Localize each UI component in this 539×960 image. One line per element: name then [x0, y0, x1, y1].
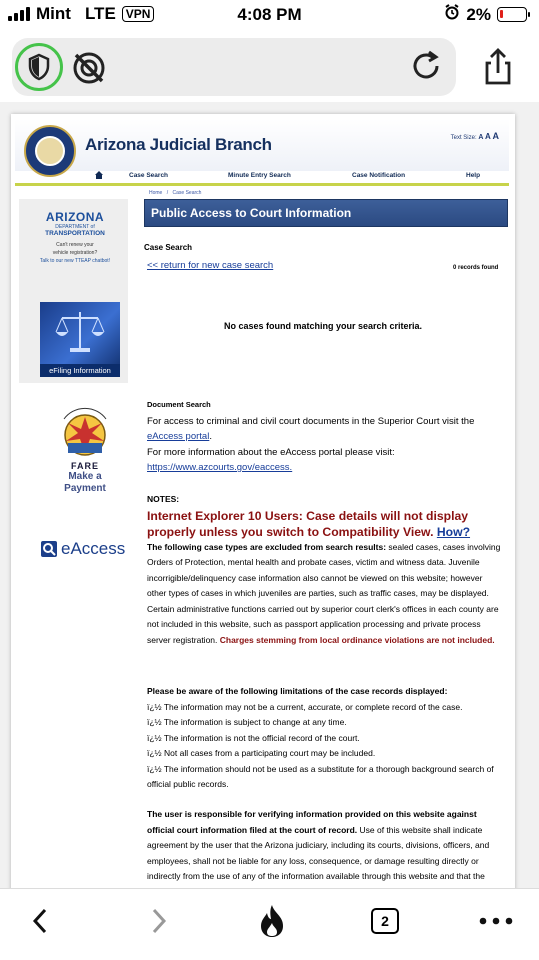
breadcrumb-case-search[interactable]: Case Search	[172, 190, 202, 196]
alarm-icon	[444, 4, 460, 25]
forward-icon[interactable]	[147, 903, 171, 939]
nav-help[interactable]: Help	[466, 172, 481, 179]
reload-icon[interactable]	[407, 47, 445, 85]
efiling-label: eFiling Information	[40, 364, 120, 377]
doc-search-heading: Document Search	[147, 400, 211, 409]
limitation-item: ï¿½ The information should not be used as a substitute for a thorough background search of official public records.	[147, 763, 494, 789]
scales-icon	[40, 302, 120, 364]
text-size-large[interactable]: A	[492, 131, 499, 141]
limitations-section	[147, 684, 502, 793]
web-viewport	[0, 102, 539, 888]
status-bar	[0, 0, 539, 32]
text-size-medium[interactable]: A	[485, 132, 491, 141]
limitations-heading: Please be aware of the following limitations of the case records displayed:	[147, 686, 448, 696]
eaccess-portal-link[interactable]: eAccess portal	[147, 431, 210, 442]
nav-divider	[15, 183, 509, 186]
eaccess-link[interactable]	[41, 538, 141, 560]
tab-count: 2	[371, 908, 399, 934]
search-document-icon	[41, 541, 57, 557]
flame-icon[interactable]	[255, 903, 289, 939]
responsibility-section: The user is responsible for verifying information provided on this website against official court information filed at the court of record. Use of this website shall indicate agreement by the user that the Arizona judiciary, including its courts, divisions, officers, and employees, shall not be liable for any loss, consequence, or damage resulting directly or indirectly from the use of any of the information available through this website and that the	[147, 809, 490, 881]
section-title: Case Search	[144, 243, 193, 252]
more-icon[interactable]	[478, 903, 514, 939]
fare-caption: Make a Payment	[64, 471, 106, 494]
ie-how-link[interactable]: How?	[436, 524, 471, 539]
notes-heading: NOTES:	[147, 494, 180, 504]
eaccess-label: eAccess	[61, 539, 126, 558]
shield-icon[interactable]	[15, 43, 63, 91]
ie-warning: Internet Explorer 10 Users: Case details will not display properly unless you switch to Compatibility View. How?	[147, 508, 471, 539]
back-icon[interactable]	[28, 903, 52, 939]
eaccess-url-link[interactable]: https://www.azcourts.gov/eaccess.	[147, 462, 293, 473]
battery-percent: 2%	[466, 4, 491, 24]
text-size-small[interactable]: A	[478, 134, 484, 141]
adot-ad[interactable]: ARIZONA DEPARTMENT of TRANSPORTATION Can't renew your vehicle registration? Talk to our new TTEAP chatbot!	[39, 210, 111, 264]
web-page	[11, 114, 515, 914]
no-results-message: No cases found matching your search criteria.	[223, 321, 423, 331]
text-size-control: Text Size: A A A	[450, 131, 499, 141]
battery-icon	[497, 7, 527, 22]
site-nav	[15, 172, 509, 181]
records-count: 0 records found	[453, 265, 499, 271]
limitation-item: ï¿½ The information may not be a current, accurate, or complete record of the case.	[147, 701, 463, 712]
home-icon[interactable]	[95, 171, 103, 181]
tracker-block-icon[interactable]	[70, 49, 108, 87]
carrier-name: Mint	[36, 4, 71, 23]
fare-payment-link[interactable]	[51, 409, 119, 504]
limitation-item: ï¿½ The information is not the official record of the court.	[147, 732, 360, 743]
limitation-item: ï¿½ Not all cases from a participating court may be included.	[147, 748, 376, 758]
fare-logo	[54, 409, 116, 463]
site-title[interactable]: Arizona Judicial Branch	[85, 135, 272, 154]
tabs-button[interactable]	[370, 903, 400, 939]
fare-word: FARE	[70, 461, 99, 471]
breadcrumb: Home / Case Search	[149, 190, 202, 196]
excluded-types: The following case types are excluded from search results: sealed cases, cases involving Orders of Protection, mental health and probate cases, victim and witness data. Juvenile incorrigible/delinquency case information also cannot be viewed on this website; however other types of cases in which juveniles are parties, such as traffic cases, may be displayed. Certain administrative functions carried out by superior court clerk's offices in each county are not included in this website, such as passport application processing and private process server registration. Charges stemming from local ordinance violations are not included.	[147, 541, 501, 645]
share-icon[interactable]	[478, 46, 518, 88]
browser-toolbar	[0, 32, 539, 102]
supreme-court-seal	[24, 125, 76, 177]
vpn-badge: VPN	[122, 6, 155, 22]
page-banner: Public Access to Court Information	[144, 199, 508, 227]
document-search: Document Search For access to criminal and civil court documents in the Superior Court visit the eAccess portal. For more information about the eAccess portal please visit: https://www.azcourts.gov/eaccess.	[147, 397, 502, 476]
limitation-item: ï¿½ The information is subject to change at any time.	[147, 717, 347, 727]
breadcrumb-home[interactable]: Home	[149, 190, 163, 196]
bottom-toolbar	[0, 888, 539, 960]
notes-section	[147, 492, 502, 648]
nav-case-notification[interactable]: Case Notification	[352, 172, 406, 179]
return-link[interactable]: << return for new case search	[147, 260, 274, 271]
network-type: LTE	[84, 4, 116, 23]
nav-minute-entry-search[interactable]: Minute Entry Search	[228, 172, 291, 179]
nav-case-search[interactable]: Case Search	[129, 172, 169, 179]
site-header	[15, 119, 509, 171]
status-time: 4:08 PM	[237, 5, 302, 24]
efiling-banner[interactable]	[40, 302, 120, 377]
